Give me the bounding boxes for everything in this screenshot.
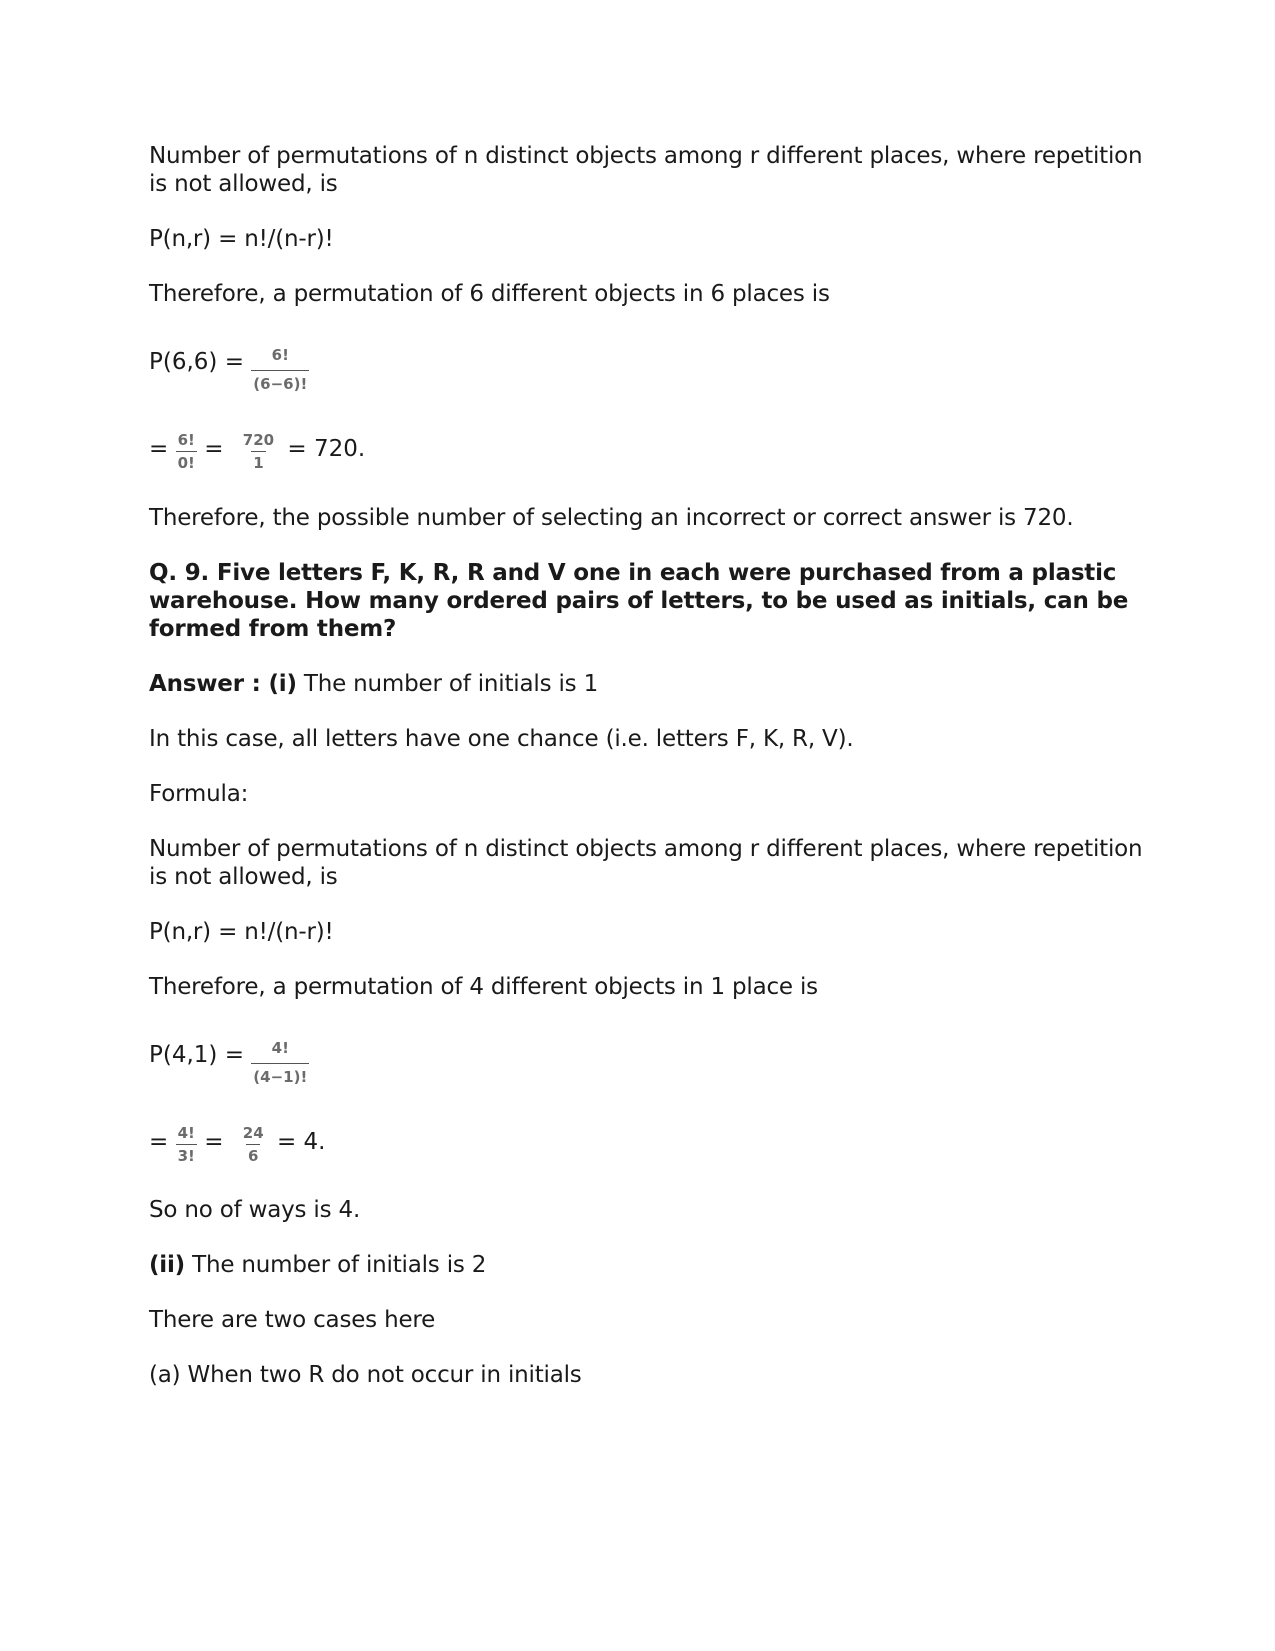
fraction-numerator: 4! [177, 1124, 195, 1142]
fraction [251, 1039, 309, 1086]
fraction-numerator: 4! [271, 1039, 289, 1057]
fraction-denominator: (6−6)! [251, 370, 309, 393]
paragraph-line: Therefore, the possible number of selecting an incorrect or correct answer is 720. [149, 505, 1074, 531]
answer-line [149, 1251, 486, 1280]
paragraph-line: Formula: [149, 781, 249, 807]
fraction-numerator: 6! [177, 431, 195, 449]
paragraph-line: Therefore, a permutation of 6 different objects in 6 places is [149, 281, 830, 307]
result-value: = 720. [287, 436, 366, 462]
formula-line: P(n,r) = n!/(n-r)! [149, 226, 334, 252]
p41-result-equation [149, 1116, 326, 1165]
paragraph-line: Number of permutations of n distinct objects among r different places, where repetition [149, 836, 1143, 862]
fraction [241, 431, 276, 472]
equals-sign: = [149, 1129, 169, 1155]
answer-text: The number of initials is 1 [296, 671, 598, 697]
fraction [251, 346, 309, 393]
equals-sign: = [204, 1129, 224, 1155]
equation-label: P(6,6) = [149, 349, 244, 375]
p41-equation [149, 1029, 309, 1086]
answer-label: Answer : (i) [149, 671, 297, 697]
equation-label: P(4,1) = [149, 1042, 244, 1068]
result-value: = 4. [276, 1129, 326, 1155]
question-line: warehouse. How many ordered pairs of letters, to be used as initials, can be [149, 588, 1129, 614]
paragraph-line: (a) When two R do not occur in initials [149, 1362, 582, 1388]
paragraph-line: So no of ways is 4. [149, 1197, 361, 1223]
paragraph-line: In this case, all letters have one chance (i.e. letters F, K, R, V). [149, 726, 854, 752]
question-line: Q. 9. Five letters F, K, R, R and V one in each were purchased from a plastic [149, 560, 1117, 586]
question-line: formed from them? [149, 616, 397, 642]
p66-result-equation [149, 423, 365, 472]
answer-text: The number of initials is 2 [185, 1252, 487, 1278]
fraction-denominator: (4−1)! [251, 1063, 309, 1086]
paragraph-line: Therefore, a permutation of 4 different objects in 1 place is [149, 974, 818, 1000]
fraction-numerator: 24 [242, 1124, 264, 1142]
paragraph-line: Number of permutations of n distinct objects among r different places, where repetition [149, 143, 1143, 169]
answer-line [149, 670, 598, 699]
part-label: (ii) [149, 1252, 185, 1278]
fraction-denominator: 3! [176, 1144, 197, 1165]
fraction [176, 431, 197, 472]
equals-sign: = [149, 436, 169, 462]
fraction-numerator: 720 [242, 431, 275, 449]
formula-line: P(n,r) = n!/(n-r)! [149, 919, 334, 945]
fraction-denominator: 6 [246, 1144, 260, 1165]
fraction-numerator: 6! [271, 346, 289, 364]
paragraph-line: is not allowed, is [149, 171, 338, 197]
equals-sign: = [204, 436, 224, 462]
fraction-denominator: 0! [176, 451, 197, 472]
paragraph-line: is not allowed, is [149, 864, 338, 890]
p66-equation [149, 336, 309, 393]
fraction [241, 1124, 266, 1165]
paragraph-line: There are two cases here [149, 1307, 436, 1333]
fraction [176, 1124, 197, 1165]
fraction-denominator: 1 [251, 451, 265, 472]
